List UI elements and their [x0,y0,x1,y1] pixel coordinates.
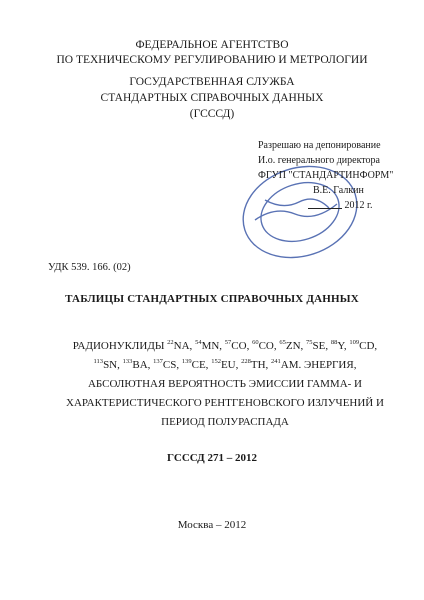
nuclide-item [225,340,252,352]
nuclide-mass: 228 [241,358,251,365]
nuclide-symbol: CD, [359,340,378,352]
nuclide-symbol: EU, [220,359,242,371]
service-header [0,74,424,122]
nuclide-item [271,359,304,371]
nuclide-symbol: SE, [312,340,331,352]
date-underline [308,208,342,209]
nuclide-item [94,359,123,371]
nuclide-symbol: CE, [191,359,212,371]
nuclide-mass: 65 [279,339,286,346]
service-line-1: ГОСУДАРСТВЕННАЯ СЛУЖБА [129,76,295,88]
udc-code: УДК 539. 166. (02) [48,262,131,273]
approval-line-1: Разрешаю на депонирование [258,140,381,151]
city-year: Москва – 2012 [177,519,247,531]
nuclide-mass: 109 [349,339,360,346]
nuclide-mass: 88 [330,339,338,346]
nuclide-item [195,340,225,352]
nuclide-item [252,340,279,352]
nuclide-mass: 137 [153,358,163,365]
approval-line-2: И.о. генерального директора [258,155,380,166]
description-prefix: РАДИОНУКЛИДЫ [72,340,168,352]
approval-date-line [258,198,408,213]
nuclide-mass: 22 [167,339,174,346]
nuclide-mass: 75 [306,339,313,346]
nuclide-symbol: ZN, [285,340,307,352]
nuclide-symbol: SN, [103,359,123,371]
nuclide-mass: 152 [211,358,221,365]
nuclide-item [279,340,306,352]
signatory-name: В.Е. Галкин [313,185,364,196]
nuclide-symbol: NA, [173,340,196,352]
description-suffix: ЭНЕРГИЯ, АБСОЛЮТНАЯ ВЕРОЯТНОСТЬ ЭМИССИИ ГАММА- И ХАРАКТЕРИСТИЧЕСКОГО РЕНТГЕНОВСКОГО ИЗЛУЧЕНИЙ И ПЕРИОД ПОЛУРАСПАДА [66,359,384,428]
nuclide-item [182,359,211,371]
nuclide-symbol: AM. [280,359,305,371]
nuclide-symbol: CO, [231,340,253,352]
nuclide-item [349,340,377,352]
nuclide-symbol: BA, [132,359,154,371]
nuclide-mass: 241 [271,358,281,365]
standard-code: ГСССД 271 – 2012 [167,452,257,464]
agency-line-2: ПО ТЕХНИЧЕСКОМУ РЕГУЛИРОВАНИЮ И МЕТРОЛОГИИ [56,54,368,66]
nuclide-mass: 54 [195,339,202,346]
nuclide-symbol: CS, [162,359,182,371]
nuclide-mass: 139 [181,358,192,365]
nuclide-mass: 60 [252,339,259,346]
document-title: ТАБЛИЦЫ СТАНДАРТНЫХ СПРАВОЧНЫХ ДАННЫХ [65,293,359,305]
approval-block [258,138,408,213]
nuclide-mass: 133 [122,358,133,365]
nuclide-symbol: MN, [201,340,225,352]
nuclide-item [241,359,271,371]
nuclide-item [167,340,195,352]
nuclide-symbol: CO, [258,340,280,352]
approval-line-3: ФГУП "СТАНДАРТИНФОРМ" [258,170,394,181]
service-line-2: СТАНДАРТНЫХ СПРАВОЧНЫХ ДАННЫХ [100,92,324,104]
agency-header [0,38,424,68]
nuclide-item [211,359,241,371]
nuclide-item [306,340,331,352]
service-line-3: (ГСССД) [189,108,235,120]
document-description [60,337,390,432]
nuclide-symbol: Y, [337,340,350,352]
nuclide-mass: 113 [93,358,104,365]
nuclide-symbol: TH, [250,359,272,371]
approval-date: 2012 г. [344,200,373,211]
nuclide-mass: 57 [224,339,232,346]
nuclide-item [153,359,182,371]
nuclide-item [123,359,154,371]
nuclide-item [331,340,350,352]
agency-line-1: ФЕДЕРАЛЬНОЕ АГЕНТСТВО [135,39,289,51]
